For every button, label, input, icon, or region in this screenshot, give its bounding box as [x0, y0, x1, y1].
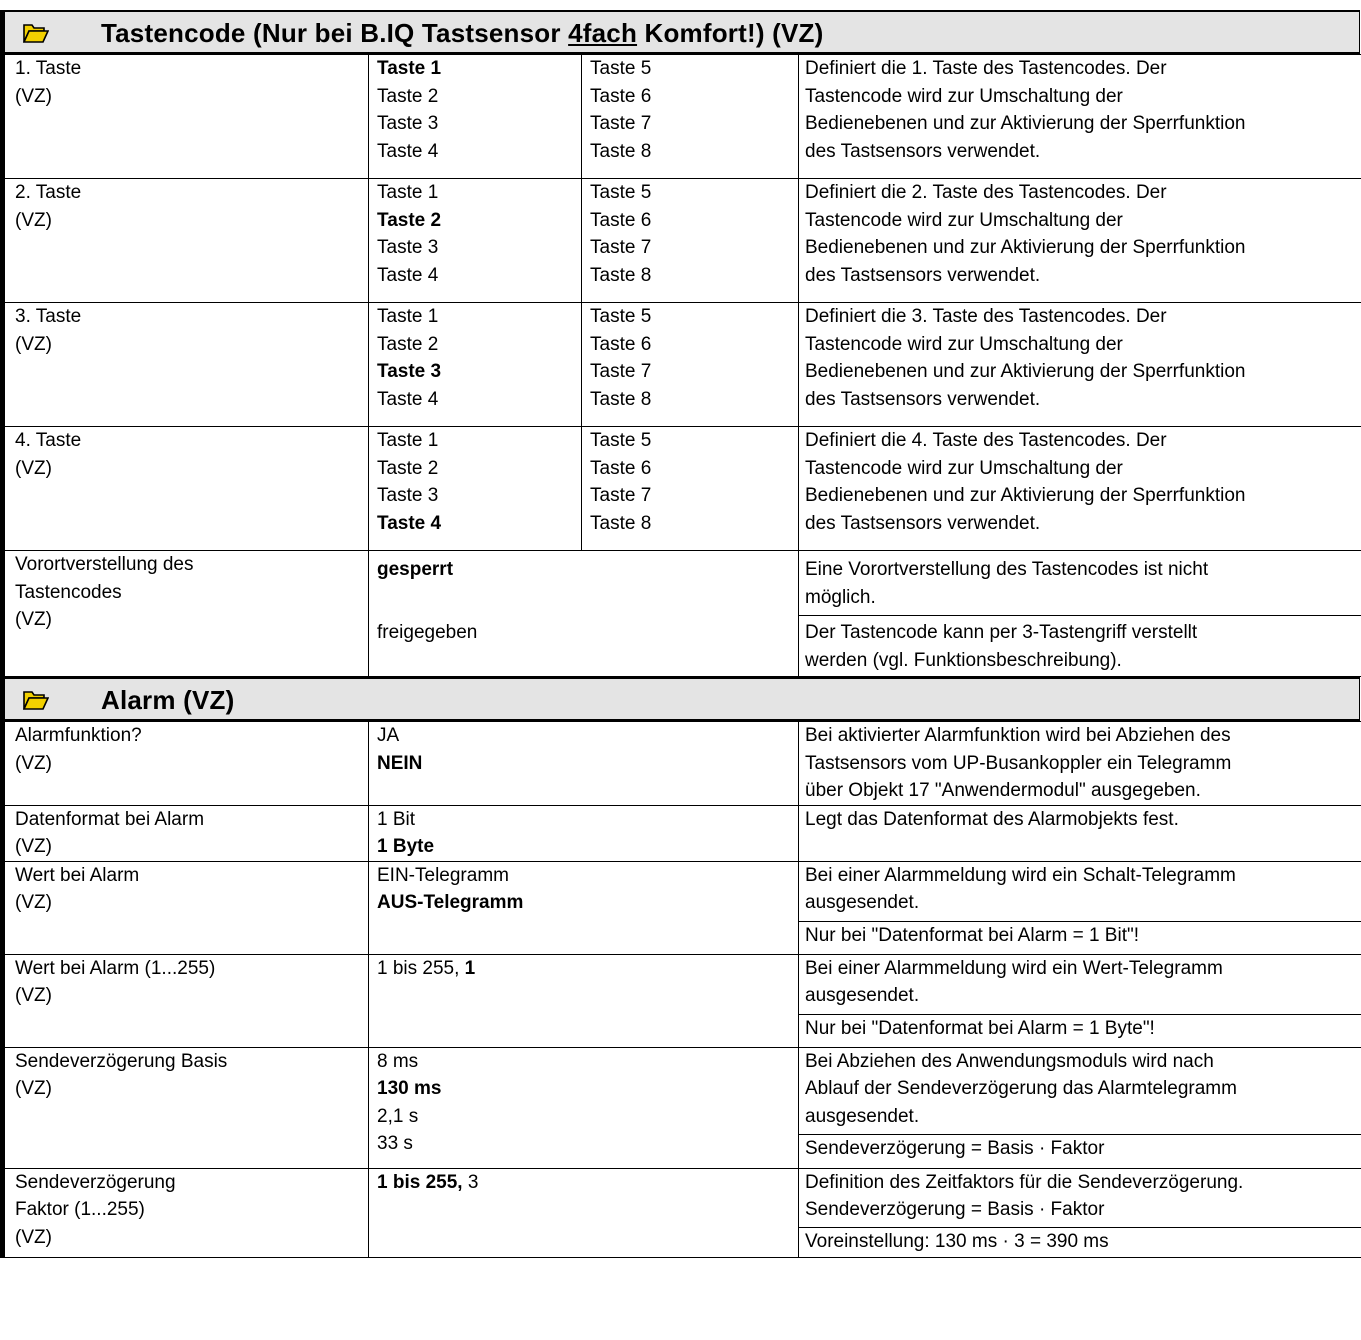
option: Taste 5	[590, 58, 652, 79]
option: Taste 2	[377, 209, 442, 231]
table-row	[3, 722, 1361, 806]
option: Taste 3	[377, 485, 439, 506]
table-row	[3, 427, 1361, 551]
option: 1 Bit	[377, 808, 416, 830]
option: Taste 4	[377, 264, 439, 286]
param-name: Datenformat bei Alarm	[15, 808, 205, 830]
desc-line: Bedienebenen und zur Aktivierung der Sperrfunktion	[805, 485, 1246, 506]
desc-line: Der Tastencode kann per 3-Tastengriff verstellt	[799, 615, 1361, 647]
option: Taste 5	[590, 182, 652, 203]
desc-line: über Objekt 17 "Anwendermodul" ausgegeben.	[805, 780, 1201, 801]
desc-line: Bei Abziehen des Anwendungsmoduls wird nach	[805, 1050, 1214, 1072]
option-default: gesperrt	[377, 559, 454, 580]
option: Taste 7	[590, 113, 652, 134]
note-line: Nur bei "Datenformat bei Alarm = 1 Byte"!	[799, 1014, 1361, 1043]
option: 2,1 s	[377, 1105, 419, 1127]
desc-line: Definiert die 3. Taste des Tastencodes. Der	[805, 306, 1167, 327]
desc-line: Definiert die 2. Taste des Tastencodes. Der	[805, 182, 1167, 203]
option: Taste 3	[377, 237, 439, 258]
table-row	[3, 1047, 1361, 1168]
param-name: Tastencodes	[15, 581, 122, 603]
section-header-tastencode	[0, 10, 1360, 54]
section-title: Alarm (VZ)	[101, 685, 235, 715]
table-row	[3, 179, 1361, 303]
desc-line: ausgesendet.	[805, 985, 920, 1006]
desc-line: Bei aktivierter Alarmfunktion wird bei Abziehen des	[805, 725, 1231, 746]
option: 1 bis 255, 1	[377, 957, 476, 979]
folder-open-icon	[23, 22, 49, 44]
param-vz: (VZ)	[15, 985, 52, 1006]
option-default: NEIN	[377, 752, 423, 774]
option-default: 1 Byte	[377, 836, 435, 857]
table-row	[3, 1168, 1361, 1257]
desc-line: Tastencode wird zur Umschaltung der	[805, 333, 1123, 355]
table-row	[3, 303, 1361, 427]
desc-line: Tastencode wird zur Umschaltung der	[805, 85, 1123, 107]
param-vz: (VZ)	[15, 209, 52, 231]
section-header-alarm	[0, 677, 1360, 721]
param-name: Sendeverzögerung Basis	[15, 1050, 228, 1072]
option-default: AUS-Telegramm	[377, 892, 524, 913]
option: Taste 6	[590, 457, 652, 479]
desc-line: Bei einer Alarmmeldung wird ein Schalt-Telegramm	[805, 864, 1236, 886]
option: Taste 1	[377, 182, 439, 203]
param-name: Sendeverzögerung	[15, 1171, 176, 1193]
option: Taste 4	[377, 388, 439, 410]
option: Taste 3	[377, 113, 439, 134]
desc-line: Tastencode wird zur Umschaltung der	[805, 457, 1123, 479]
desc-line: des Tastsensors verwendet.	[805, 140, 1041, 162]
option: Taste 8	[590, 512, 652, 534]
desc-line: Legt das Datenformat des Alarmobjekts fest.	[805, 808, 1179, 830]
param-name: 1. Taste	[15, 58, 82, 79]
folder-open-icon	[23, 689, 49, 711]
param-vz: (VZ)	[15, 609, 52, 630]
param-vz: (VZ)	[15, 836, 52, 857]
desc-line: Ablauf der Sendeverzögerung das Alarmtelegramm	[805, 1078, 1237, 1099]
option: Taste 3	[377, 361, 442, 382]
option: Taste 4	[377, 140, 439, 162]
alarm-table	[0, 721, 1361, 1258]
table-row	[3, 55, 1361, 179]
param-name: 3. Taste	[15, 306, 82, 327]
desc-line: des Tastsensors verwendet.	[805, 388, 1041, 410]
option: Taste 6	[590, 85, 652, 107]
option: freigegeben	[377, 621, 478, 643]
option: Taste 8	[590, 264, 652, 286]
tastencode-table	[0, 54, 1361, 677]
param-vz: (VZ)	[15, 85, 52, 107]
option: Taste 8	[590, 388, 652, 410]
option: 33 s	[377, 1133, 413, 1154]
desc-line: Eine Vorortverstellung des Tastencodes ist nicht	[805, 559, 1209, 580]
option: Taste 6	[590, 209, 652, 231]
desc-line: des Tastsensors verwendet.	[805, 512, 1041, 534]
option: 8 ms	[377, 1050, 419, 1072]
option: Taste 7	[590, 485, 652, 506]
param-vz: (VZ)	[15, 1226, 52, 1248]
note-line: Sendeverzögerung = Basis · Faktor	[799, 1134, 1361, 1163]
desc-line: Definiert die 4. Taste des Tastencodes. Der	[805, 430, 1167, 451]
option: Taste 7	[590, 237, 652, 258]
desc-line: Tastencode wird zur Umschaltung der	[805, 209, 1123, 231]
param-name: 2. Taste	[15, 182, 82, 203]
option: Taste 1	[377, 306, 439, 327]
option: Taste 2	[377, 333, 439, 355]
desc-line: ausgesendet.	[805, 892, 920, 913]
option: Taste 5	[590, 430, 652, 451]
option: Taste 1	[377, 58, 442, 79]
table-row	[3, 861, 1361, 954]
desc-line: des Tastsensors verwendet.	[805, 264, 1041, 286]
option: EIN-Telegramm	[377, 864, 509, 886]
note-line: Voreinstellung: 130 ms · 3 = 390 ms	[799, 1227, 1361, 1256]
note-line: Nur bei "Datenformat bei Alarm = 1 Bit"!	[799, 921, 1361, 950]
param-name: Vorortverstellung des	[15, 554, 194, 575]
param-name: Wert bei Alarm (1...255)	[15, 957, 216, 979]
desc-line: Sendeverzögerung = Basis · Faktor	[805, 1199, 1105, 1220]
param-vz: (VZ)	[15, 892, 52, 913]
param-vz: (VZ)	[15, 457, 52, 479]
table-row	[3, 551, 1361, 677]
option: Taste 2	[377, 457, 439, 479]
param-vz: (VZ)	[15, 333, 52, 355]
option: JA	[377, 725, 400, 746]
option-default: 130 ms	[377, 1078, 442, 1099]
option: Taste 8	[590, 140, 652, 162]
param-vz: (VZ)	[15, 1078, 52, 1099]
desc-line: Bedienebenen und zur Aktivierung der Sperrfunktion	[805, 113, 1246, 134]
option: Taste 6	[590, 333, 652, 355]
table-row	[3, 954, 1361, 1047]
option: 1 bis 255, 3	[377, 1171, 479, 1193]
desc-line: Definiert die 1. Taste des Tastencodes. Der	[805, 58, 1167, 79]
param-name: Alarmfunktion?	[15, 725, 142, 746]
param-vz: (VZ)	[15, 752, 52, 774]
param-name: 4. Taste	[15, 430, 82, 451]
desc-line: Bedienebenen und zur Aktivierung der Sperrfunktion	[805, 361, 1246, 382]
option: Taste 4	[377, 512, 442, 534]
parameter-document	[0, 10, 1360, 1258]
desc-line: werden (vgl. Funktionsbeschreibung).	[805, 649, 1122, 671]
desc-line: Bei einer Alarmmeldung wird ein Wert-Telegramm	[805, 957, 1223, 979]
table-row	[3, 805, 1361, 861]
option: Taste 5	[590, 306, 652, 327]
param-name: Faktor (1...255)	[15, 1199, 145, 1220]
option: Taste 7	[590, 361, 652, 382]
desc-line: Bedienebenen und zur Aktivierung der Sperrfunktion	[805, 237, 1246, 258]
section-title: Tastencode (Nur bei B.IQ Tastsensor 4fach Komfort!) (VZ)	[101, 18, 824, 48]
option: Taste 2	[377, 85, 439, 107]
param-name: Wert bei Alarm	[15, 864, 140, 886]
option: Taste 1	[377, 430, 439, 451]
desc-line: Definition des Zeitfaktors für die Sendeverzögerung.	[805, 1171, 1244, 1193]
desc-line: möglich.	[805, 586, 876, 608]
desc-line: Tastsensors vom UP-Busankoppler ein Telegramm	[805, 752, 1232, 774]
desc-line: ausgesendet.	[805, 1105, 920, 1127]
